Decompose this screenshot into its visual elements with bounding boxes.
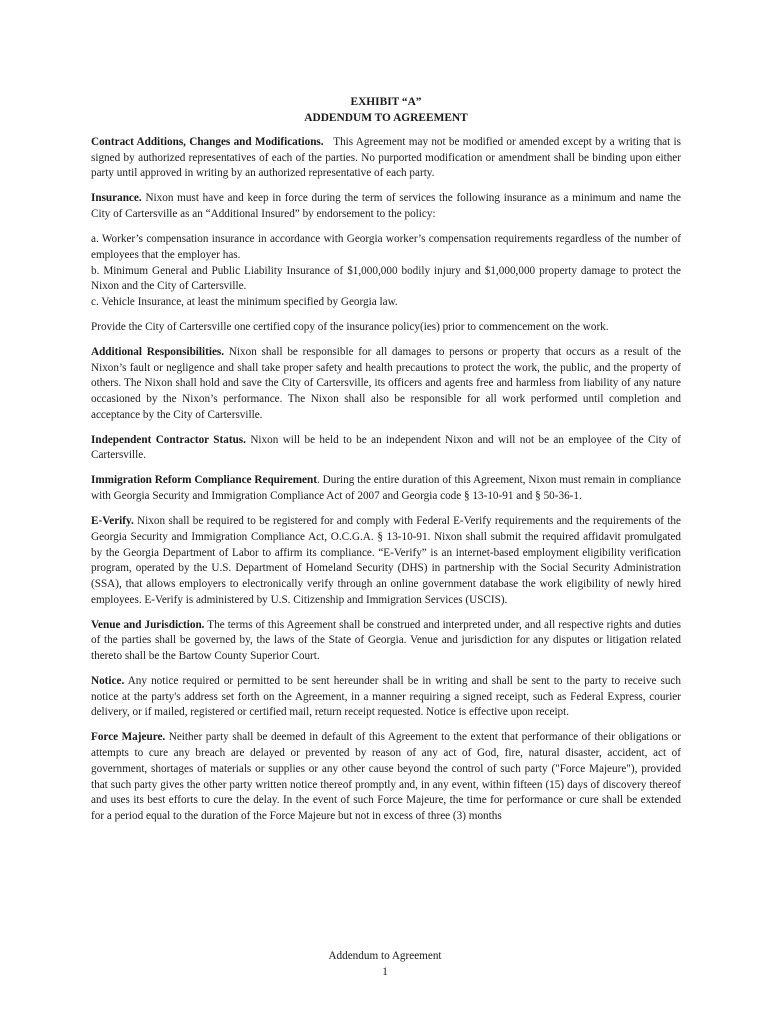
insurance-lead: Insurance. — [91, 192, 142, 205]
additional-responsibilities-paragraph — [91, 345, 681, 424]
immigration-compliance-paragraph — [91, 473, 681, 504]
force-majeure-lead: Force Majeure. — [91, 731, 166, 744]
immigration-compliance-lead: Immigration Reform Compliance Requirement — [91, 474, 317, 487]
e-verify-lead: E-Verify. — [91, 515, 134, 528]
insurance-item-b: b. Minimum General and Public Liability Insurance of $1,000,000 bodily injury and $1,000,000 property damage to protect the Nixon and the City of Cartersville. — [91, 264, 681, 293]
page-footer — [0, 949, 770, 980]
independent-contractor-text: Nixon will be held to be an independent Nixon and will not be an employee of the City of Cartersville. — [91, 433, 681, 462]
contract-modifications-lead: Contract Additions, Changes and Modifications. — [91, 136, 324, 148]
force-majeure-text: Neither party shall be deemed in default of this Agreement to the extent that performance of their obligations or attempts to cure any breach are delayed or prevented by reason of any act of God, fire, natural disaster, accident, act of government, shortages of materials or supplies or any other cause beyond the control of such party ("Force Majeure"), provided that such party gives the other party written notice thereof promptly and, in any event, within fifteen (15) days of discovery thereof and uses its best efforts to cure the delay. In the event of such Force Majeure, the time for performance or cure shall be extended for a period equal to the duration of the Force Majeure but not in excess of three (3) months — [91, 731, 682, 822]
e-verify-paragraph — [91, 514, 681, 608]
contract-modifications-text: This Agreement may not be modified or amended except by a writing that is signed by authorized representatives of each of the parties. No purported modification or amendment shall be binding upon either party until approved in writing by an authorized representative of each party. — [91, 136, 681, 180]
immigration-compliance-text: . During the entire duration of this Agreement, Nixon must remain in compliance with Georgia Security and Immigration Compliance Act of 2007 and Georgia code § 13-10-91 and § 50-36-1. — [91, 474, 681, 503]
notice-lead: Notice. — [91, 675, 125, 688]
insurance-text: Nixon must have and keep in force during the term of services the following insurance as a minimum and name the City of Cartersville as an “Additional Insured” by endorsement to the policy: — [91, 192, 682, 221]
venue-jurisdiction-lead: Venue and Jurisdiction. — [91, 618, 205, 631]
e-verify-text: Nixon shall be required to be registered for and comply with Federal E-Verify requirements and the requirements of the Georgia Security and Immigration Compliance Act, O.C.G.A. § 13-10-91. Nixon shall submit the required affidavit promulgated by the Georgia Department of Labor to affirm its compliance. “E-Verify” is an internet-based employment eligibility verification program, operated by the U.S. Department of Homeland Security (DHS) in partnership with the Social Security Administration (SSA), that allows employers to electronically verify through an online government database the work eligibility of newly hired employees. E-Verify is administered by U.S. Citizenship and Immigration Services (USCIS). — [91, 515, 681, 606]
contract-modifications-paragraph — [91, 135, 681, 182]
additional-responsibilities-text: Nixon shall be responsible for all damages to persons or property that occurs as a result of the Nixon’s fault or negligence and shall take proper safety and health precautions to protect the work, the public, and the property of others. The Nixon shall hold and save the City of Cartersville, its officers and agents free and harmless from liability of any nature occasioned by the Nixon’s performance. The Nixon shall also be responsible for all work performed until completion and acceptance by the City of Cartersville. — [91, 345, 682, 421]
notice-text: Any notice required or permitted to be sent hereunder shall be in writing and shall be sent to the party to receive such notice at the party's address set forth on the Agreement, in a manner requiring a signed receipt, such as Federal Express, courier delivery, or if mailed, registered or certified mail, return receipt requested. Notice is effective upon receipt. — [91, 675, 681, 719]
notice-paragraph — [91, 674, 681, 721]
venue-jurisdiction-paragraph — [91, 618, 681, 665]
page-number: 1 — [382, 965, 388, 978]
independent-contractor-paragraph — [91, 433, 681, 464]
insurance-paragraph — [91, 191, 681, 222]
exhibit-heading: EXHIBIT “A” — [350, 96, 422, 108]
page-title: ADDENDUM TO AGREEMENT — [304, 112, 468, 124]
document-body — [91, 94, 681, 834]
insurance-item-c: c. Vehicle Insurance, at least the minimum specified by Georgia law. — [91, 295, 398, 308]
independent-contractor-lead: Independent Contractor Status. — [91, 433, 246, 446]
insurance-provide-paragraph: Provide the City of Cartersville one certified copy of the insurance policy(ies) prior to commencement on the work. — [91, 320, 609, 333]
insurance-item-a: a. Worker’s compensation insurance in accordance with Georgia worker’s compensation requirements regardless of the number of employees that the employer has. — [91, 233, 681, 261]
venue-jurisdiction-text: The terms of this Agreement shall be construed and interpreted under, and all respective rights and duties of the parties shall be governed by, the laws of the State of Georgia. Venue and jurisdiction for any disputes or litigation related thereto shall be the Bartow County Superior Court. — [91, 618, 681, 663]
force-majeure-paragraph — [91, 730, 681, 824]
footer-title: Addendum to Agreement — [328, 950, 442, 962]
additional-responsibilities-lead: Additional Responsibilities. — [91, 345, 225, 358]
